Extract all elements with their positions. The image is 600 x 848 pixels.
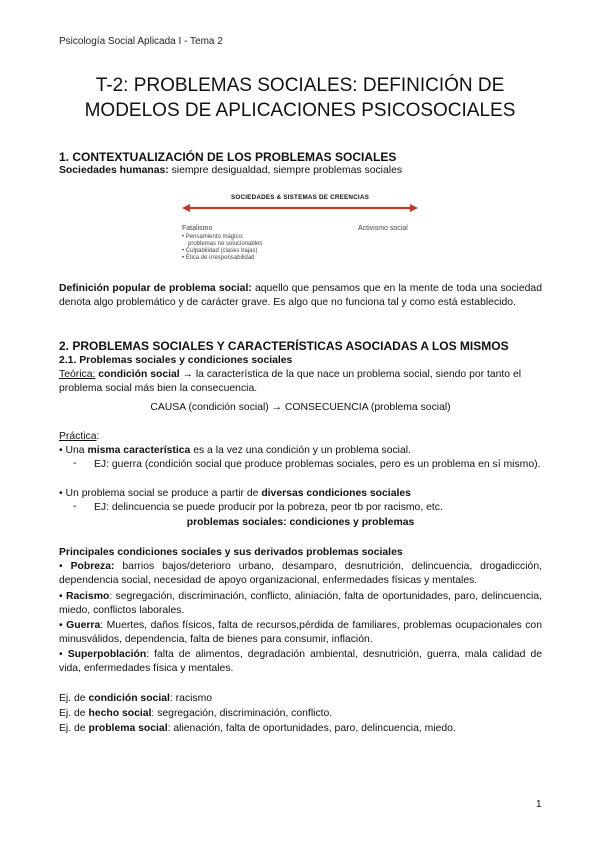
superpoblacion-item: • Superpoblación: falta de alimentos, degradación ambiental, desnutrición, guerra, mala calidad de vida, enfermedades física y mentales. — [59, 649, 542, 674]
ejemplo-problema: Ej. de problema social: alienación, falta de oportunidades, paro, delincuencia, miedo. — [59, 723, 456, 734]
title-line-1: T-2: PROBLEMAS SOCIALES: DEFINICIÓN DE — [95, 75, 505, 96]
subsection-2-1: 2.1. Problemas sociales y condiciones sociales — [59, 355, 293, 366]
teorica-paragraph: Teórica: condición social → la característica de la que nace un problema social, siendo por tanto el problema social más bien la consecuencia. — [59, 369, 522, 394]
section-2-heading: 2. PROBLEMAS SOCIALES Y CARACTERÍSTICAS ASOCIADAS A LOS MISMOS — [59, 339, 509, 353]
dash-icon: - — [73, 458, 77, 469]
ejemplo-condicion: Ej. de condición social: racismo — [59, 693, 213, 704]
dash-icon: - — [73, 501, 77, 512]
title-line-2: MODELOS DE APLICACIONES PSICOSOCIALES — [84, 100, 516, 121]
diagram-item: • Ética de irresponsabilidad — [182, 255, 255, 261]
racismo-item: • Racismo: segregación, discriminación, conflicto, aliniación, falta de oportunidades, paro, delincuencia, miedo, conflictos laborales. — [59, 591, 542, 616]
ejemplo-hecho: Ej. de hecho social: segregación, discriminación, conflicto. — [59, 708, 333, 719]
bullet-1: • Una misma característica es a la vez una condición y un problema social. — [59, 445, 411, 456]
center-heading: problemas sociales: condiciones y problemas — [186, 517, 415, 528]
sociedades-label: Sociedades humanas: — [59, 165, 169, 176]
practica-label: Práctica: — [59, 431, 100, 442]
double-arrow-icon — [180, 202, 420, 214]
activismo-label: Activismo social — [358, 225, 408, 232]
belief-systems-diagram — [180, 190, 420, 280]
sociedades-line — [59, 164, 542, 178]
section-1-heading: 1. CONTEXTUALIZACIÓN DE LOS PROBLEMAS SOCIALES — [59, 150, 397, 164]
guerra-item: • Guerra: Muertes, daños físicos, falta de recursos,pérdida de familiares, problemas ocupacionales con minusválidos, dependencia, falta de bienes para consumir, inflación. — [59, 620, 542, 645]
definicion-paragraph: Definición popular de problema social: aquello que pensamos que en la mente de toda una sociedad denota algo problemático y de carácter grave. Es algo que no funciona tal y como está establecido. — [59, 283, 542, 308]
sociedades-text: siempre desigualdad, siempre problemas sociales — [168, 165, 403, 176]
diagram-item: • Culpabilidad (clases bajas) — [182, 248, 258, 254]
running-header: Psicología Social Aplicada I - Tema 2 — [59, 36, 223, 47]
diagram-item: problemas no solucionables — [188, 241, 263, 247]
bullet-2: • Un problema social se produce a partir de diversas condiciones sociales — [59, 488, 411, 499]
diagram-title: SOCIEDADES & SISTEMAS DE CREENCIAS — [230, 194, 369, 201]
page-number: 1 — [536, 799, 542, 810]
diagram-item: • Pensamiento mágico: — [182, 234, 244, 240]
bullet-1-example: EJ: guerra (condición social que produce problemas sociales, pero es un problema en sí mismo). — [94, 459, 541, 470]
principales-heading: Principales condiciones sociales y sus derivados problemas sociales — [59, 547, 403, 558]
page-title — [40, 73, 560, 123]
causa-line: CAUSA (condición social) → CONSECUENCIA (problema social) — [150, 402, 451, 413]
pobreza-item: • Pobreza: barrios bajos/deterioro urbano, desamparo, desnutrición, delincuencia, drogadicción, dependencia social, necesidad de apoyo organizacional, enfermedades físicas y mentales. — [59, 561, 542, 586]
bullet-2-example: EJ: delincuencia se puede producir por la pobreza, peor tb por racismo, etc. — [94, 502, 443, 513]
fatalismo-label: Fatalismo — [182, 225, 213, 232]
